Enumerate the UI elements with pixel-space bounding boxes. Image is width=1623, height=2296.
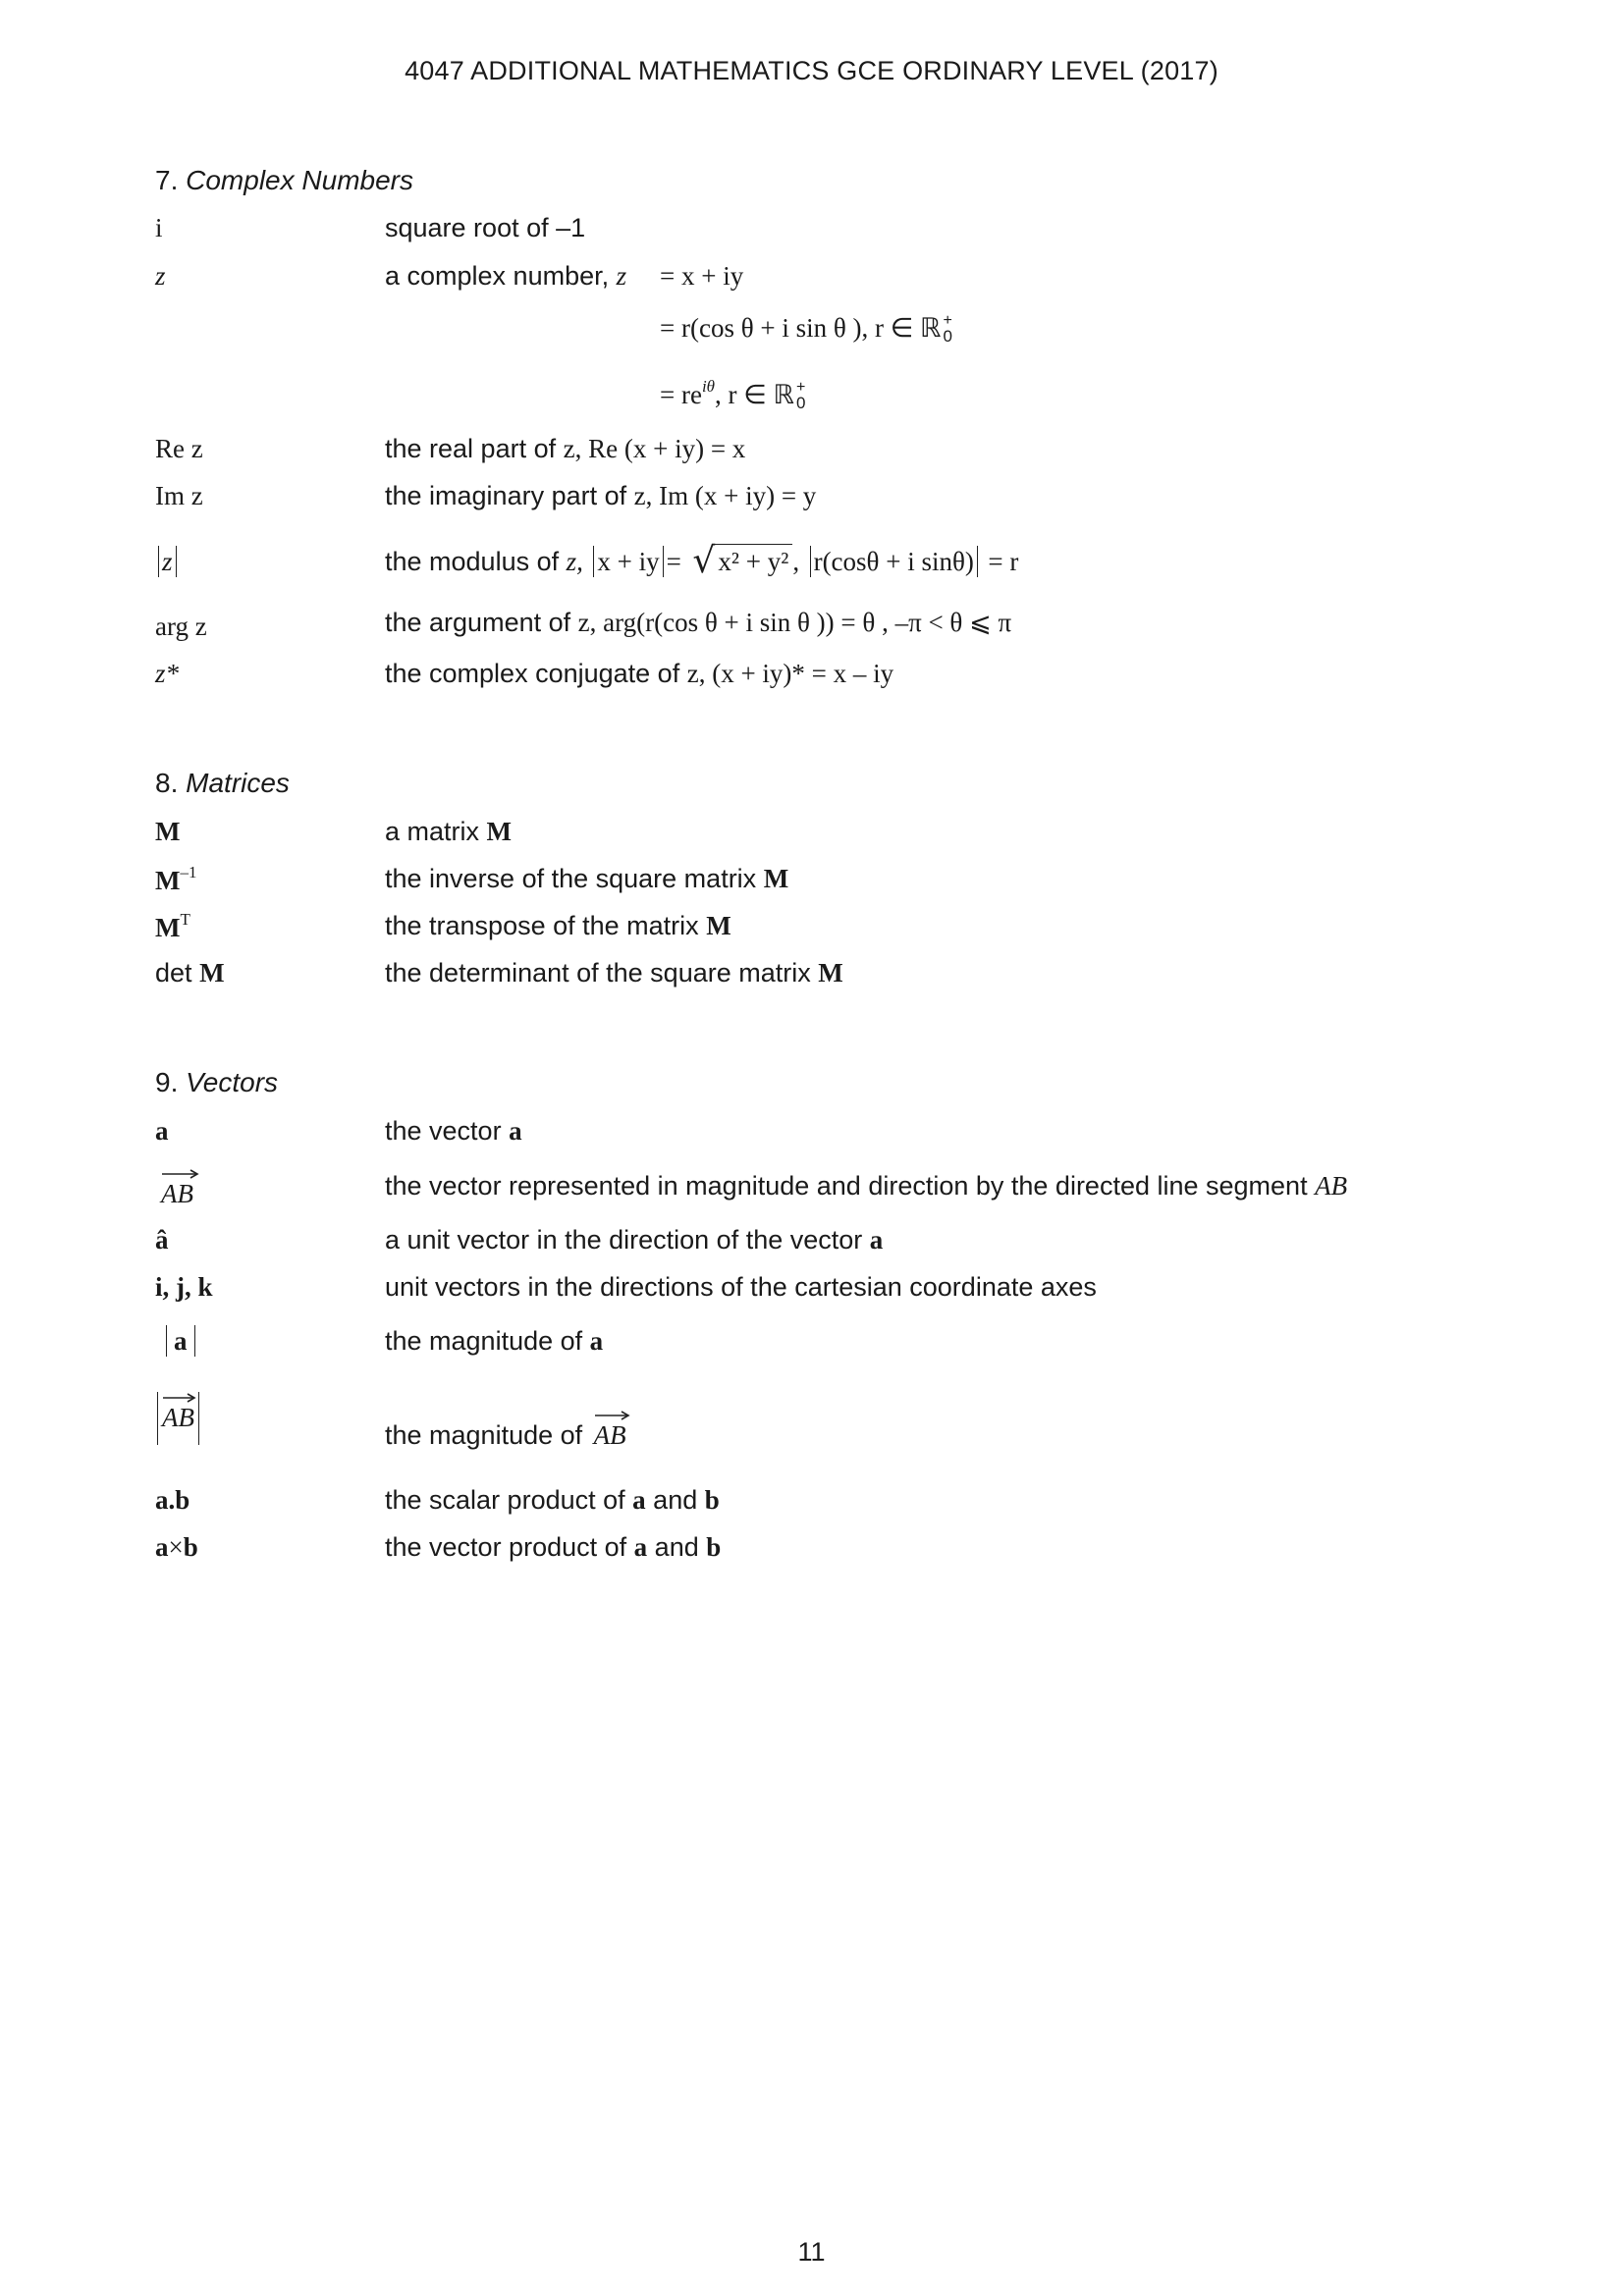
abs-bar-right — [194, 1325, 195, 1357]
desc-magnitude-a — [385, 1325, 603, 1357]
symbol-matrix: M — [155, 817, 181, 846]
symbol-modulus — [155, 546, 180, 577]
desc-inv-text: the inverse of the square matrix — [385, 864, 757, 893]
desc-im-text: the imaginary part of — [385, 481, 627, 510]
z-eq3-sup: iθ — [701, 377, 716, 396]
right-arrow-icon — [162, 1392, 197, 1404]
desc-tr-text: the transpose of the matrix — [385, 911, 699, 940]
symbol-magnitude-ab — [157, 1392, 199, 1445]
magnitude-bars — [157, 1392, 199, 1445]
desc-cross-a: a — [633, 1532, 648, 1562]
desc-mag-a-bold: a — [589, 1326, 604, 1356]
desc-cross-and: and — [654, 1532, 699, 1562]
desc-vab-text: the vector represented in magnitude and direction by the directed line segment — [385, 1171, 1308, 1201]
desc-mag-ab-italic: AB — [593, 1420, 626, 1450]
desc-vector-a — [385, 1115, 522, 1147]
det-pre: det — [155, 958, 192, 988]
cross-b: b — [183, 1532, 198, 1562]
cross-a: a — [155, 1532, 169, 1562]
desc-m-text: a matrix — [385, 817, 480, 846]
desc-ijk: unit vectors in the directions of the cartesian coordinate axes — [385, 1272, 1097, 1302]
mod-math-g: = r — [988, 547, 1019, 576]
z-equation-1: = x + iy — [660, 261, 744, 291]
desc-mod-text: the modulus of — [385, 547, 560, 576]
page-number: 11 — [797, 2237, 826, 2267]
desc-im-math: z, Im (x + iy) = y — [633, 481, 817, 510]
desc-cross-text: the vector product of — [385, 1532, 627, 1562]
symbol-i: i — [155, 213, 163, 242]
inv-sup: –1 — [180, 863, 197, 881]
mod-math-c: = — [666, 547, 681, 576]
desc-re-z — [385, 433, 745, 464]
symbol-unit-vector: â — [155, 1225, 169, 1255]
symbol-vector-product — [155, 1531, 198, 1563]
section-title: Complex Numbers — [186, 165, 413, 195]
desc-z-var: z — [616, 261, 627, 291]
vector-ab-label: AB — [161, 1179, 193, 1208]
section-title: Matrices — [186, 768, 290, 798]
symbol-matrix-inverse — [155, 863, 196, 896]
vector-ab-inner — [162, 1396, 194, 1433]
inv-m: M — [155, 866, 181, 895]
right-arrow-icon — [594, 1410, 631, 1421]
desc-matrix — [385, 816, 512, 847]
section-heading-vectors — [155, 1066, 278, 1099]
zero-sub-2: 0 — [795, 394, 806, 412]
desc-magnitude-ab — [385, 1414, 626, 1451]
abs-bar — [810, 546, 811, 577]
z-eq3-post: , r ∈ ℝ — [715, 380, 794, 409]
desc-hat-bold: a — [869, 1225, 884, 1255]
det-m: M — [199, 958, 225, 988]
r-zero-plus-2 — [794, 379, 810, 412]
z-eq2-text: = r(cos θ + i sin θ ), r ∈ ℝ — [660, 313, 942, 343]
desc-va-text: the vector — [385, 1116, 502, 1146]
symbol-scalar-product: a.b — [155, 1485, 190, 1515]
mod-math-f: r(cosθ + i sinθ) — [813, 547, 974, 576]
cross-sign: × — [168, 1532, 184, 1562]
abs-bar — [593, 546, 594, 577]
desc-i: square root of –1 — [385, 213, 586, 242]
section-number: 8. — [155, 768, 179, 798]
abs-bar — [977, 546, 978, 577]
modulus-var: z — [162, 547, 173, 576]
plus-sup-2: + — [795, 379, 806, 396]
abs-bar-left — [158, 546, 159, 577]
abs-bar-left — [166, 1325, 167, 1357]
desc-conj-text: the complex conjugate of — [385, 659, 680, 688]
radical-sign: √ — [692, 541, 716, 581]
symbol-conjugate: z* — [155, 659, 180, 688]
symbol-z: z — [155, 261, 166, 291]
mod-math-e: , — [792, 547, 800, 576]
mod-math-a: z, — [566, 547, 583, 576]
r-zero-plus — [941, 312, 956, 346]
desc-cross-b: b — [706, 1532, 722, 1562]
desc-hat-text: a unit vector in the direction of the vector — [385, 1225, 863, 1255]
section-number: 9. — [155, 1067, 179, 1097]
symbol-ijk: i, j, k — [155, 1272, 213, 1302]
zero-sub: 0 — [943, 327, 952, 346]
symbol-magnitude-a — [163, 1325, 198, 1357]
symbol-determinant — [155, 957, 225, 988]
desc-scalar-product — [385, 1484, 720, 1516]
desc-arg-z — [385, 607, 1011, 638]
desc-inv-bold: M — [763, 864, 789, 893]
desc-tr-bold: M — [706, 911, 731, 940]
desc-re-text: the real part of — [385, 434, 557, 463]
desc-unit-vector — [385, 1224, 883, 1255]
desc-det-text: the determinant of the square matrix — [385, 958, 811, 988]
desc-re-math: z, Re (x + iy) = x — [563, 434, 746, 463]
document-header: 4047 ADDITIONAL MATHEMATICS GCE ORDINARY LEVEL (2017) — [405, 56, 1218, 85]
desc-dot-b: b — [704, 1485, 720, 1515]
section-heading-complex — [155, 164, 413, 197]
desc-mag-ab-text: the magnitude of — [385, 1420, 583, 1450]
desc-matrix-inverse — [385, 863, 788, 894]
desc-vector-product — [385, 1531, 721, 1563]
desc-dot-and: and — [653, 1485, 698, 1515]
desc-conjugate — [385, 658, 893, 689]
desc-m-bold: M — [486, 817, 513, 846]
desc-z-text: a complex number, — [385, 261, 610, 291]
mag-a-label: a — [174, 1326, 188, 1356]
section-heading-matrices — [155, 767, 290, 800]
desc-dot-a: a — [632, 1485, 646, 1515]
desc-mag-a-text: the magnitude of — [385, 1326, 583, 1356]
symbol-matrix-transpose — [155, 910, 190, 943]
desc-conj-math: z, (x + iy)* = x – iy — [686, 659, 894, 688]
right-arrow-icon — [161, 1168, 200, 1180]
z-equation-3 — [660, 377, 810, 411]
vector-ab-desc — [594, 1414, 626, 1451]
desc-vab-italic: AB — [1315, 1171, 1348, 1201]
sqrt-expression — [692, 541, 792, 581]
mod-math-b: x + iy — [597, 547, 660, 576]
symbol-re-z: Re z — [155, 434, 203, 463]
desc-det-bold: M — [818, 958, 843, 988]
desc-matrix-transpose — [385, 910, 731, 941]
desc-vector-ab — [385, 1170, 1347, 1201]
abs-bar — [663, 546, 664, 577]
tr-sup: T — [180, 910, 190, 929]
desc-arg-text: the argument of — [385, 608, 571, 637]
desc-determinant — [385, 957, 843, 988]
z-eq3-pre: = re — [660, 380, 702, 409]
section-number: 7. — [155, 165, 179, 195]
vector-ab — [161, 1172, 193, 1209]
section-title: Vectors — [186, 1067, 279, 1097]
mod-math-d: x² + y² — [714, 544, 792, 576]
abs-bar-right — [176, 546, 177, 577]
desc-modulus — [385, 541, 1019, 581]
desc-arg-math: z, arg(r(cos θ + i sin θ )) = θ , –π < θ ⩽ π — [577, 608, 1012, 637]
symbol-im-z: Im z — [155, 481, 203, 510]
tr-m: M — [155, 913, 181, 942]
desc-z — [385, 260, 626, 292]
desc-dot-text: the scalar product of — [385, 1485, 625, 1515]
mag-ab-label: AB — [162, 1403, 194, 1432]
symbol-vector-a: a — [155, 1116, 169, 1146]
symbol-arg-z: arg z — [155, 612, 207, 641]
desc-va-bold: a — [509, 1116, 522, 1146]
plus-sup: + — [943, 312, 952, 329]
z-equation-2 — [660, 312, 956, 345]
desc-im-z — [385, 480, 816, 511]
symbol-vector-ab — [161, 1172, 193, 1209]
